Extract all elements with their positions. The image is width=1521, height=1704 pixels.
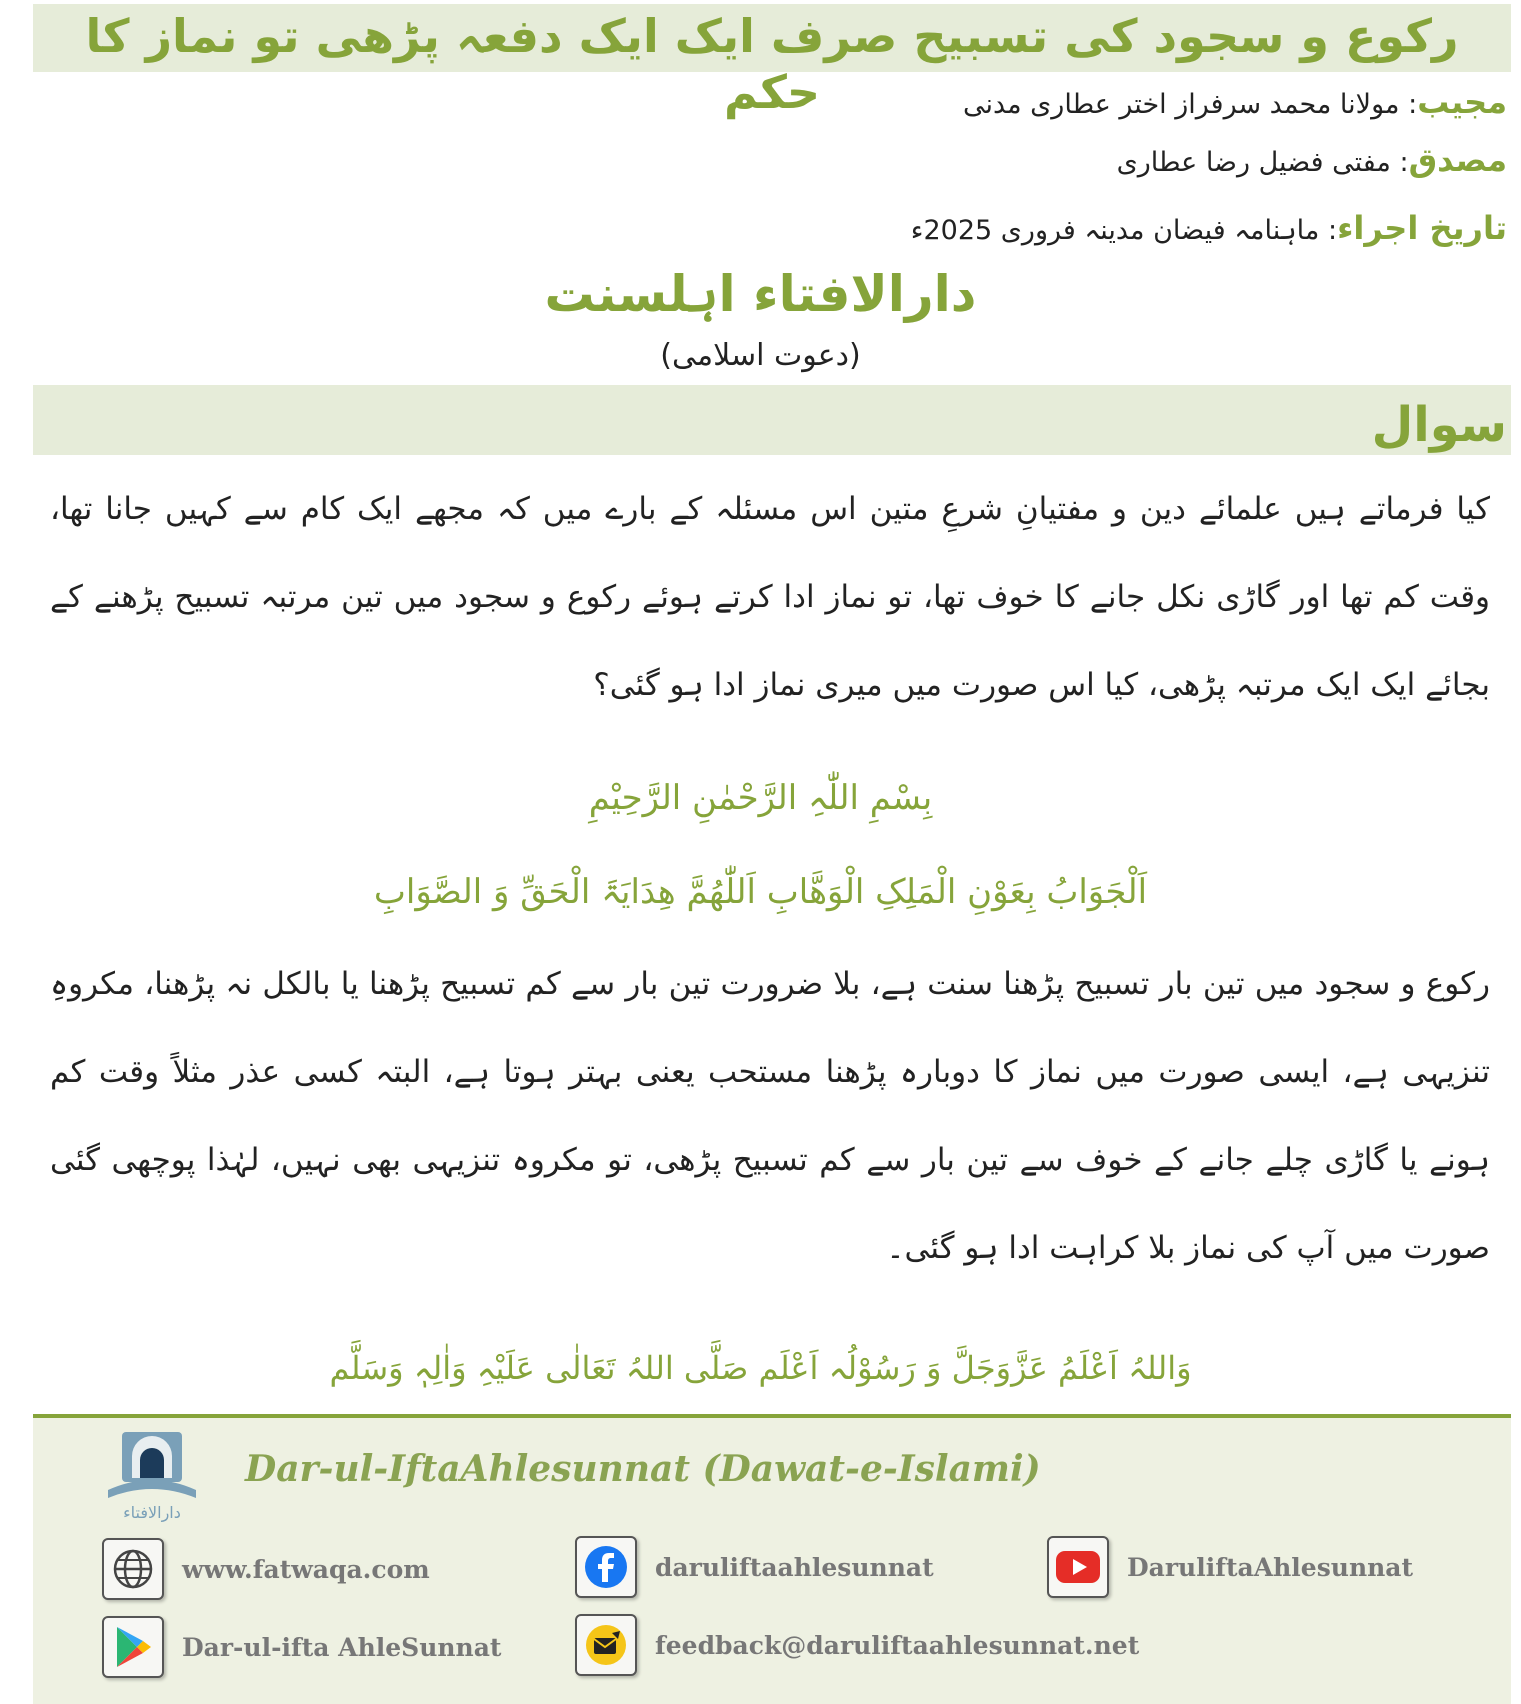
website-text: www.fatwaqa.com [182,1554,430,1584]
globe-icon [102,1538,164,1600]
org-subtitle: (دعوت اسلامی) [660,338,861,373]
svg-text:دارالافتاء: دارالافتاء [123,1503,181,1522]
jawab-opening: اَلْجَوَابُ بِعَوْنِ الْمَلِکِ الْوَھَّابِ اَللّٰھُمَّ ھِدَایَۃَ الْحَقِّ وَ الصَّوَابِ [373,872,1148,912]
musaddiq-row: مصدق: مفتی فضیل رضا عطاری [1116,141,1507,179]
website-link[interactable] [102,1538,430,1600]
email-text: feedback@daruliftaahlesunnat.net [655,1630,1140,1660]
bismillah: بِسْمِ اللّٰہِ الرَّحْمٰنِ الرَّحِیْمِ [588,778,933,818]
question-text: کیا فرماتے ہیں علمائے دین و مفتیانِ شرعِ متین اس مسئلہ کے بارے میں کہ مجھے ایک کام سے کہیں جانا تھا، وقت کم تھا اور گاڑی نکل جانے کا خوف تھا، تو نماز ادا کرتے ہوئے رکوع و سجود میں تین مرتبہ تسبیح پڑھنے کے بجائے ایک ایک مرتبہ پڑھی، کیا اس صورت میں میری نماز ادا ہو گئی؟ [50,491,1490,703]
date-label: تاریخ اجراء [1337,209,1507,247]
facebook-text: daruliftaahlesunnat [655,1552,934,1582]
question-band [33,385,1511,455]
playstore-text: Dar-ul-ifta AhleSunnat [182,1632,502,1662]
playstore-link[interactable] [102,1616,501,1678]
youtube-text: DaruliftaAhlesunnat [1127,1552,1414,1582]
closing-formula: وَاللہُ اَعْلَمُ عَزَّوَجَلَّ وَ رَسُوْلُہ اَعْلَم صَلَّی اللہُ تَعَالٰی عَلَیْہِ وَاٰلِہٖ وَسَلَّم [329,1349,1192,1387]
facebook-link[interactable] [575,1536,934,1598]
musaddiq-label: مصدق [1408,141,1507,179]
youtube-link[interactable] [1047,1536,1413,1598]
page-title: رکوع و سجود کی تسبیح صرف ایک ایک دفعہ پڑھی تو نماز کا حکم [85,9,1459,119]
play-store-icon [102,1616,164,1678]
logo-icon [88,1430,216,1530]
email-link[interactable] [575,1614,1139,1676]
question-heading: سوال [1371,397,1507,453]
answer-text: رکوع و سجود میں تین بار تسبیح پڑھنا سنت ہے، بلا ضرورت تین بار سے کم تسبیح پڑھنا یا بالکل نہ پڑھنا، مکروہِ تنزیہی ہے، ایسی صورت میں نماز کا دوبارہ پڑھنا مستحب یعنی بہتر ہوتا ہے، البتہ کسی عذر مثلاً وقت کم ہونے یا گاڑی چلے جانے کے خوف سے تین بار سے کم تسبیح پڑھی، تو مکروہ تنزیہی بھی نہیں، لہٰذا پوچھی گئی صورت میں آپ کی نماز بلا کراہت ادا ہو گئی۔ [50,966,1490,1266]
musaddiq-value: مفتی فضیل رضا عطاری [1116,147,1391,178]
mujeeb-label: مجیب [1417,83,1507,121]
email-icon [575,1614,637,1676]
facebook-icon [575,1536,637,1598]
date-row: تاریخ اجراء: ماہنامہ فیضان مدینہ فروری 2025ء [910,209,1507,247]
footer-title: Dar-ul-IftaAhlesunnat (Dawat-e-Islami) [245,1448,1041,1490]
org-name: دارالافتاء اہلسنت [544,265,977,323]
date-value: ماہنامہ فیضان مدینہ فروری 2025ء [910,215,1320,246]
mujeeb-row: مجیب: مولانا محمد سرفراز اختر عطاری مدنی [962,83,1507,121]
youtube-icon [1047,1536,1109,1598]
mujeeb-value: مولانا محمد سرفراز اختر عطاری مدنی [962,89,1400,120]
